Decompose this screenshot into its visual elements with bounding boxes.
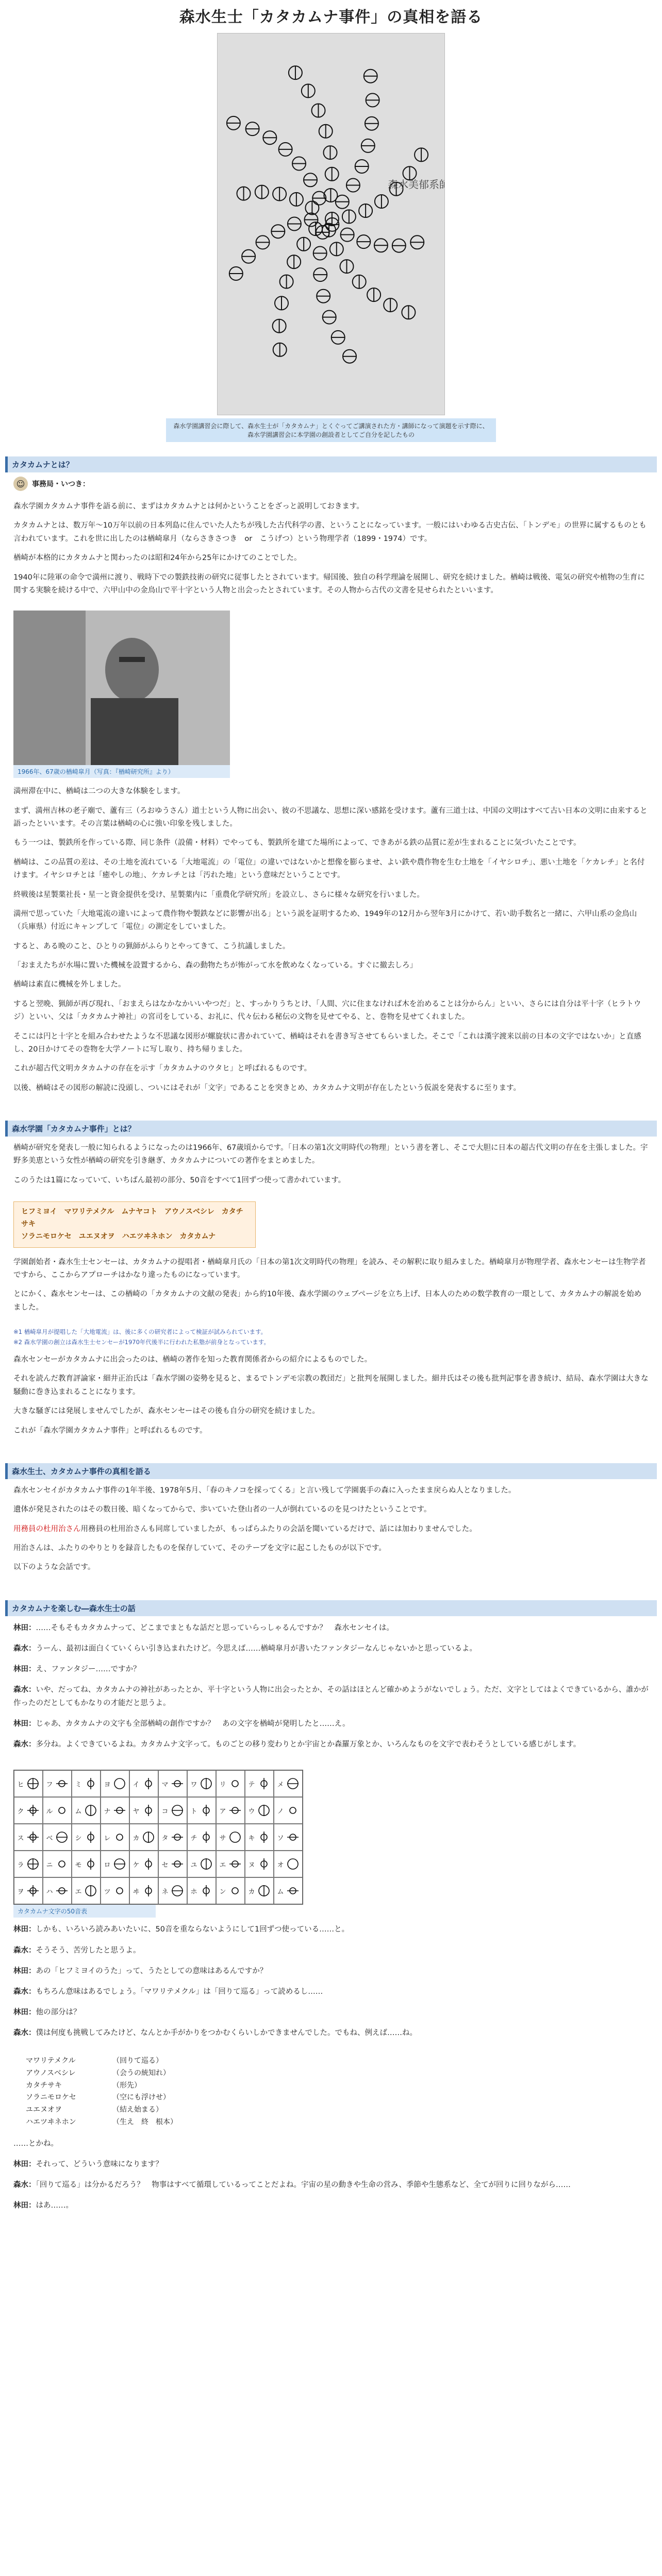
paragraph: それを読んだ教育評論家・細井正治氏は「森水学園の姿勢を見ると、まるでトンデモ宗教の教団だ」と批判を展開しました。細井氏はその後も批判記事を書き続け、結局、森水学園は大きな騒動に巻き込まれることになります。 [13, 1375, 649, 1396]
speaker: 森水： [13, 1686, 36, 1694]
katakamuna-glyph-icon [286, 1884, 300, 1897]
list-item: アウノスベシレ （会うの統知れ） [26, 2069, 170, 2077]
glyph-cell [43, 1851, 72, 1877]
katakamuna-glyph-icon [55, 1777, 69, 1790]
glyph-cell [158, 1797, 187, 1824]
paragraph: 遺体が発見されたのはその数日後、暗くなってからで、歩いていた登山者の一人が倒れているのを見つけたということです。 [13, 1505, 432, 1514]
glyph-label: ネ [161, 1888, 169, 1896]
glyph-label: ン [219, 1888, 226, 1896]
katakamuna-glyph-icon [142, 1777, 155, 1790]
paragraph: もう一つは、製鉄所を作っている際、同じ条件（設備・材料）でやっても、製鉄所を建てた場所によって、できあがる鉄の品質に差が生まれることに気づいたことです。 [13, 839, 581, 848]
section-body [5, 1479, 657, 1586]
dialog-row [13, 1985, 649, 1998]
paragraph: 森水学園カタカムナ事件を語る前に、まずはカタカムナとは何かということをざっと説明しておきます。 [13, 502, 364, 511]
dialog-row [13, 1621, 649, 1635]
glyph-label: カ [248, 1888, 255, 1896]
glyph-cell [216, 1824, 245, 1851]
speaker: 林田： [13, 2160, 36, 2168]
glyph-cell [14, 1824, 43, 1851]
utterance: うーん、最初は面白くていくらい引き込まれたけど。今思えば……楢崎皐月が書いたファンタジーなんじゃないかと思っているよ。 [36, 1644, 477, 1653]
glyph-cell [14, 1851, 43, 1877]
glyph-grid [14, 1770, 303, 1904]
glyph-label: ス [17, 1834, 24, 1842]
katakamuna-glyph-icon [55, 1804, 69, 1817]
glyph-label: メ [277, 1781, 284, 1789]
glyph-cell [216, 1877, 245, 1904]
utterance: ……とかね。 [13, 2139, 58, 2148]
katakamuna-glyph-icon [26, 1884, 40, 1897]
dialog-row [13, 1717, 649, 1731]
glyph-label: フ [46, 1781, 53, 1789]
speaker: 林田： [13, 1623, 36, 1632]
glyph-label: テ [248, 1781, 255, 1789]
katakamuna-glyph-icon [257, 1831, 271, 1844]
utterance: 他の部分は？ [36, 2008, 81, 2016]
katakamuna-glyph-icon [228, 1884, 242, 1897]
katakamuna-glyph-icon [228, 1831, 242, 1844]
glyph-label: エ [75, 1888, 82, 1896]
katakamuna-glyph-icon [200, 1777, 213, 1790]
glyph-label: ホ [190, 1888, 197, 1896]
dialog-block [5, 2132, 657, 2225]
song-box: ヒフミヨイ マワリテメクル ムナヤコト アウノスベシレ カタチサキ ソラニモロケセ ユエヌオヲ ハエツヰネホン カタカムナ [13, 1201, 256, 1247]
paragraph: 用治さんは、ふたりのやりとりを録音したものを保存していて、そのテープを文字に起こしたものが以下です。 [13, 1544, 386, 1553]
glyph-cell [245, 1851, 274, 1877]
footnote: ※2 森水学園の創立は森水生士センセーが1970年代後半に行われた私塾が前身となっています。 [13, 1338, 270, 1346]
katakamuna-glyph-icon [113, 1804, 126, 1817]
katakamuna-glyph-icon [84, 1804, 97, 1817]
glyph-cell [158, 1851, 187, 1877]
dialog-row [13, 2158, 649, 2171]
utterance: しかも、いろいろ読みあいたいに、50音を重ならないようにして1回ずつ使っている……と。 [36, 1925, 350, 1934]
section-body [5, 1348, 657, 1449]
glyph-label: チ [190, 1834, 197, 1842]
section-body [5, 1137, 657, 1198]
glyph-label: ヌ [248, 1861, 255, 1869]
section-truth [5, 1463, 657, 1586]
speaker: 森水： [13, 1740, 36, 1749]
glyph-label: ヲ [17, 1888, 24, 1896]
glyph-label: ユ [190, 1861, 197, 1869]
glyph-label: ケ [133, 1861, 140, 1869]
utterance: え、ファンタジー……ですか？ [36, 1665, 141, 1673]
glyph-cell [101, 1797, 129, 1824]
hero-label: 森水美郁系師 [388, 178, 444, 191]
glyph-table [13, 1770, 303, 1905]
glyph-cell [245, 1797, 274, 1824]
speaker: 林田： [13, 2201, 36, 2210]
katakamuna-glyph-icon [200, 1857, 213, 1871]
paragraph: 以下のような会話です。 [13, 1563, 95, 1572]
list-item: ソラニモロケセ （空にも浮けせ） [26, 2093, 170, 2102]
dialog-row [13, 2026, 649, 2040]
speaker: 森水： [13, 1987, 36, 1996]
paragraph: 楢崎が研究を発表し一般に知られるようになったのは1966年、67歳頃からです。「日本の第1次文明時代の物理」という書を著し、そこで大胆に日本の超古代文明の存在を主張しました。宇野多美恵という女性が楢崎の研究を引き継ぎ、カタカムナについての著作をまとめました。 [13, 1144, 648, 1165]
katakamuna-glyph-icon [113, 1777, 126, 1790]
katakamuna-glyph-icon [113, 1857, 126, 1871]
dialog-row [13, 2006, 649, 2019]
katakamuna-glyph-icon [228, 1804, 242, 1817]
glyph-cell [43, 1770, 72, 1797]
glyph-label: ワ [190, 1781, 197, 1789]
katakamuna-glyph-icon [286, 1831, 300, 1844]
speaker: 林田： [13, 1925, 36, 1934]
glyph-label: ム [277, 1888, 284, 1896]
author-name: 事務局・いつき： [32, 480, 90, 488]
utterance: もちろん意味はあるでしょう。「マワリテメクル」は「回りて巡る」って読めるし…… [36, 1987, 323, 1996]
paragraph: 「おまえたちが水場に置いた機械を設置するから、森の動物たちが怖がって水を飲めなくなっている。すぐに撤去しろ」 [13, 961, 417, 970]
list-item: マワリテメクル （回りて巡る） [26, 2056, 163, 2065]
glyph-cell [72, 1770, 101, 1797]
dialog-row [13, 1663, 649, 1676]
speaker: 森水： [13, 1644, 36, 1653]
dialog-row [13, 2199, 649, 2212]
katakamuna-glyph-icon [228, 1857, 242, 1871]
katakamuna-glyph-icon [171, 1831, 184, 1844]
katakamuna-glyph-icon [286, 1804, 300, 1817]
katakamuna-glyph-icon [55, 1884, 69, 1897]
glyph-cell [187, 1824, 216, 1851]
utterance: ……そもそもカタカムナって、どこまでまともな話だと思っていらっしゃるんですか？ 森水センセイは。 [36, 1623, 394, 1632]
glyph-label: カ [133, 1834, 140, 1842]
glyph-label: ラ [17, 1861, 24, 1869]
paragraph: 森水センセーがカタカムナに出会ったのは、楢崎の著作を知った教育関係者からの紹介によるものでした。 [13, 1355, 372, 1364]
glyph-label: ソ [277, 1834, 284, 1842]
katakamuna-glyph-icon [257, 1857, 271, 1871]
glyph-label: イ [133, 1781, 140, 1789]
katakamuna-glyph-icon [228, 1777, 242, 1790]
hero-caption: 森水学園講習会に際して、森水生士が「カタカムナ」とくぐってご講演された方・講師になって演題を示す際に、森水学園講習会に本学園の創設者としてご自分を記したもの [166, 418, 496, 442]
glyph-cell [158, 1770, 187, 1797]
katakamuna-glyph-icon [257, 1777, 271, 1790]
katakamuna-glyph-icon [26, 1831, 40, 1844]
dialog-row [13, 1683, 649, 1710]
speaker: 林田： [13, 1720, 36, 1728]
paragraph: 学園創始者・森水生士センセーは、カタカムナの提唱者・楢崎皐月氏の「日本の第1次文明時代の物理」を読み、その解釈に取り組みました。楢崎皐月が物理学者、森水センセーは生物学者ですから、ここからアプローチはかなり違ったものになっています。 [13, 1258, 646, 1279]
glyph-cell [245, 1877, 274, 1904]
glyph-label: ニ [46, 1861, 53, 1869]
glyph-cell [129, 1877, 158, 1904]
katakamuna-glyph-icon [142, 1857, 155, 1871]
dialog-row [13, 1642, 649, 1655]
glyph-cell [274, 1797, 303, 1824]
katakamuna-glyph-icon [171, 1884, 184, 1897]
paragraph: そこには円と十字とを組み合わせたような不思議な図形が螺旋状に書かれていて、楢崎はそれを書き写させてもらいました。そこで「これは漢字渡来以前の日本の文字ではないか」と直感し、20日かけてその巻物を大学ノートに写し取り、持ち帰りました。 [13, 1032, 641, 1054]
speaker: 森水： [13, 2180, 36, 2189]
glyph-label: ト [190, 1807, 197, 1816]
utterance: はあ……。 [36, 2201, 73, 2210]
katakamuna-glyph-icon [286, 1857, 300, 1871]
glyph-label: オ [277, 1861, 284, 1869]
glyph-label: モ [75, 1861, 82, 1869]
katakamuna-scroll-image [218, 33, 444, 415]
glyph-cell [187, 1851, 216, 1877]
glyph-cell [158, 1877, 187, 1904]
section-heading: 森水生士、カタカムナ事件の真相を語る [5, 1463, 657, 1479]
katakamuna-glyph-icon [142, 1831, 155, 1844]
glyph-label: ム [75, 1807, 82, 1816]
katakamuna-glyph-icon [171, 1804, 184, 1817]
glyph-label: ナ [104, 1807, 111, 1816]
glyph-label: ノ [277, 1807, 284, 1816]
section-body [5, 780, 657, 1106]
glyph-cell [274, 1824, 303, 1851]
speaker: 森水： [13, 2028, 36, 2037]
glyph-label: ヰ [133, 1888, 140, 1896]
footnote: ※1 楢崎皐月が提唱した「大地電流」は、後に多くの研究者によって検証が試みられています。 [13, 1328, 267, 1336]
list-item: ハエツヰネホン （生え 終 根本） [26, 2117, 177, 2126]
glyph-cell [274, 1877, 303, 1904]
glyph-label: ベ [46, 1834, 53, 1842]
glyph-label: マ [161, 1781, 169, 1789]
katakamuna-glyph-icon [257, 1884, 271, 1897]
paragraph: すると翌晩、猟師が再び現れ、「おまえらはなかなかいいやつだ」と、すっかりうちとけ、「人間、穴に住まなければ木を治めることは分からん」といい、さらには自分は平十字（ヒラトウジ）といい、父は「カタカムナ神社」の宮司をしている、お礼に、代々伝わる秘伝の文物を見せてやる、と、巻物を見せてくれました。 [13, 999, 641, 1022]
glyph-label: エ [219, 1861, 226, 1869]
katakamuna-glyph-icon [142, 1804, 155, 1817]
paragraph: 楢崎が本格的にカタカムナと関わったのは昭和24年から25年にかけてのことでした。 [13, 554, 302, 563]
page-title: 森水生士「カタカムナ事件」の真相を語る [179, 8, 483, 26]
paragraph [13, 1523, 649, 1536]
paragraph: 大きな騒ぎには発展しませんでしたが、森水センセーはその後も自分の研究を続けました。 [13, 1407, 320, 1416]
paragraph: 楢崎は素直に機械を外しました。 [13, 980, 126, 989]
glyph-label: ウ [248, 1807, 255, 1816]
glyph-label: ヤ [133, 1807, 140, 1816]
portrait-image [13, 611, 230, 765]
katakamuna-glyph-icon [26, 1804, 40, 1817]
hero-image [217, 33, 445, 415]
katakamuna-glyph-icon [26, 1857, 40, 1871]
glyph-cell [129, 1797, 158, 1824]
glyph-label: ク [17, 1807, 24, 1816]
paragraph: これが超古代文明カタカムナの存在を示す「カタカムナのウタヒ」と呼ばれるものです。 [13, 1064, 312, 1073]
glyph-label: コ [161, 1807, 169, 1816]
utterance: 多分ね。よくできているよね。カタカムナ文字って。ものごとの移り変わりとか宇宙とか森羅万象とか、いろんなものを文字で表わそうとしている感じがします。 [36, 1740, 581, 1749]
katakamuna-glyph-icon [84, 1831, 97, 1844]
speaker: 林田： [13, 1967, 36, 1975]
section-incident [5, 1121, 657, 1449]
dialog-row [13, 1964, 649, 1978]
katakamuna-glyph-icon [84, 1884, 97, 1897]
paragraph: 満州で思っていた「大地電流の違いによって農作物や製鉄などに影響が出る」という説を証明するため、1949年の12月から翌年3月にかけて、若い助手数名と一緒に、六甲山系の金鳥山（兵庫県）付近にキャンプして「電位」の測定をしていました。 [13, 909, 637, 931]
glyph-label: ヨ [104, 1781, 111, 1789]
katakamuna-glyph-icon [84, 1857, 97, 1871]
glyph-caption: カタカムナ文字の50音表 [13, 1905, 156, 1918]
highlight-name: 用務員の杜用治さん [13, 1524, 81, 1533]
dialog-block [5, 1616, 657, 1764]
katakamuna-glyph-icon [84, 1777, 97, 1790]
glyph-label: レ [104, 1834, 111, 1842]
utterance: そうそう、苦労したと思うよ。 [36, 1946, 141, 1955]
glyph-cell [14, 1877, 43, 1904]
utterance: それって、どういう意味になります？ [36, 2160, 163, 2168]
utterance: あの「ヒフミヨイのうた」って、うたとしての意味はあるんですか？ [36, 1967, 268, 1975]
section-what-is-katakamuna [5, 456, 657, 1106]
katakamuna-glyph-icon [142, 1884, 155, 1897]
paragraph: 1940年に陸軍の命令で満州に渡り、戦時下での製鉄技術の研究に従事したとされています。帰国後、独自の科学理論を展開し、研究を続けました。楢崎は戦後、電気の研究や植物の生育に関する実験を続ける中で、六甲山中の金鳥山で平十字という人物と出会ったとされています。その人物から古代の文書を見せられたといいます。 [13, 573, 645, 595]
katakamuna-glyph-icon [171, 1857, 184, 1871]
dialog-block [5, 1918, 657, 2052]
glyph-cell [245, 1770, 274, 1797]
katakamuna-glyph-icon [113, 1884, 126, 1897]
utterance: じゃあ、カタカムナの文字も全部楢崎の創作ですか？ あの文字を楢崎が発明したと……え。 [36, 1720, 350, 1728]
speaker: 森水： [13, 1946, 36, 1955]
glyph-cell [43, 1877, 72, 1904]
paragraph: すると、ある晩のこと、ひとりの猟師がふらりとやってきて、こう抗議しました。 [13, 942, 290, 951]
glyph-label: サ [219, 1834, 226, 1842]
glyph-label: セ [161, 1861, 169, 1869]
glyph-cell [43, 1797, 72, 1824]
paragraph: 満州滞在中に、楢崎は二つの大きな体験をします。 [13, 787, 185, 796]
dialog-row [13, 2137, 649, 2150]
glyph-cell [101, 1877, 129, 1904]
glyph-cell [43, 1824, 72, 1851]
glyph-cell [245, 1824, 274, 1851]
utterance: 僕は何度も挑戦してみたけど、なんとか手がかりをつかむくらいしかできませんでした。でもね、例えば……ね。 [36, 2028, 417, 2037]
glyph-label: ヒ [17, 1781, 24, 1789]
katakamuna-glyph-icon [26, 1777, 40, 1790]
paragraph: カタカムナとは、数万年〜10万年以前の日本列島に住んでいた人たちが残した古代科学の書、ということになっています。一般にはいわゆる古史古伝、「トンデモ」の世界に属するものとも言われています。これを世に出したのは楢崎皐月（ならさきさつき or こうげつ）という物理学者（1899・1974）です。 [13, 521, 647, 543]
glyph-label: ロ [104, 1861, 111, 1869]
utterance: いや、だってね、カタカムナの神社があったとか、平十字という人物に出会ったとか、その話はほとんど確かめようがないでしょう。ただ、文字としてはよくできているから、誰かが作ったのだとしてもかなりの才能だと思うよ。 [13, 1686, 649, 1708]
glyph-label: シ [75, 1834, 82, 1842]
glyph-cell [129, 1851, 158, 1877]
katakamuna-glyph-icon [200, 1884, 213, 1897]
dialog-row [13, 1944, 649, 1957]
katakamuna-glyph-icon [55, 1857, 69, 1871]
glyph-label: キ [248, 1834, 255, 1842]
paragraph: 楢崎は、この品質の差は、その土地を流れている「大地電流」の「電位」の違いではないかと想像を膨らませ、よい鉄や農作物を生む土地を「イヤシロチ」、悪い土地を「ケカレチ」と名付けます。イヤシロチとは「癒やしの地」、ケカレチとは「汚れた地」という意味だということです。 [13, 858, 645, 880]
paragraph: 以後、楢崎はその図形の解読に没頭し、ついにはそれが「文字」であることを突きとめ、カタカムナ文明が存在したという仮説を発表するに至ります。 [13, 1083, 521, 1092]
paragraph: 終戦後は星製薬社長・星一と資金提供を受け、星製薬内に「重農化学研究所」を設立し、さらに様々な研究を行いました。 [13, 890, 424, 899]
glyph-cell [187, 1797, 216, 1824]
glyph-cell [14, 1797, 43, 1824]
glyph-label: リ [219, 1781, 226, 1789]
avatar-icon: ☺ [13, 477, 28, 491]
list-item: ユエヌオヲ （結え始まる） [26, 2106, 163, 2114]
speaker: 林田： [13, 1665, 36, 1673]
glyph-cell [216, 1851, 245, 1877]
section-body [5, 495, 657, 608]
glyph-cell [72, 1851, 101, 1877]
speaker: 林田： [13, 2008, 36, 2016]
glyph-cell [72, 1824, 101, 1851]
glyph-cell [274, 1770, 303, 1797]
glyph-cell [14, 1770, 43, 1797]
section-heading: 森水学園「カタカムナ事件」とは？ [5, 1121, 657, 1137]
glyph-cell [158, 1824, 187, 1851]
glyph-label: タ [161, 1834, 169, 1842]
glyph-label: ア [219, 1807, 226, 1816]
katakamuna-glyph-icon [200, 1831, 213, 1844]
paragraph: まず、満州吉林の老子廟で、蘆有三（ろおゆうさん）道士という人物に出会い、彼の不思議な、思想に深い感銘を受けます。蘆有三道士は、中国の文明はすべて古い日本の文明に由来すると語ったといいます。その言葉は楢崎の心に強い印象を残しました。 [13, 806, 648, 828]
glyph-cell [129, 1824, 158, 1851]
glyph-cell [72, 1797, 101, 1824]
glyph-label: ツ [104, 1888, 111, 1896]
paragraph: これが「森水学園カタカムナ事件」と呼ばれるものです。 [13, 1426, 207, 1435]
section-dialog [5, 1600, 657, 2225]
glyph-label: ル [46, 1807, 53, 1816]
glyph-cell [187, 1877, 216, 1904]
glyph-cell [101, 1824, 129, 1851]
katakamuna-glyph-icon [171, 1777, 184, 1790]
katakamuna-glyph-icon [55, 1831, 69, 1844]
glyph-cell [187, 1770, 216, 1797]
glyph-cell [216, 1770, 245, 1797]
glyph-cell [216, 1797, 245, 1824]
glyph-cell [101, 1851, 129, 1877]
dialog-row [13, 2178, 649, 2192]
katakamuna-glyph-icon [113, 1831, 126, 1844]
translation-list [26, 2055, 649, 2129]
glyph-cell [72, 1877, 101, 1904]
photo-caption: 1966年、67歳の楢崎皐月（写真：『楢崎研究所』より） [13, 765, 230, 778]
dialog-row [13, 1923, 649, 1936]
utterance: 「回りて巡る」は分かるだろう？ 物事はすべて循環しているってことだよね。宇宙の星の動きや生命の営み、季節や生態系など、全てが回りに回りながら…… [36, 2180, 571, 2189]
paragraph: とにかく、森水センセーは、この楢崎の「カタカムナの文献の発表」から約10年後、森水学園のウェブページを立ち上げ、日本人のための数学教育の一環として、カタカムナの解説を始めました。 [13, 1290, 642, 1312]
glyph-cell [274, 1851, 303, 1877]
katakamuna-glyph-icon [257, 1804, 271, 1817]
list-item: カタチサキ （形先） [26, 2081, 141, 2090]
glyph-cell [101, 1770, 129, 1797]
katakamuna-glyph-icon [286, 1777, 300, 1790]
section-heading: カタカムナを楽しむ―森水生士の話 [5, 1600, 657, 1616]
glyph-label: ミ [75, 1781, 82, 1789]
katakamuna-glyph-icon [200, 1804, 213, 1817]
glyph-cell [129, 1770, 158, 1797]
paragraph: このうたは1篇になっていて、いちばん最初の部分、50音をすべて1回ずつ使って書かれています。 [13, 1176, 346, 1184]
paragraph: 森水センセイがカタカムナ事件の1年半後、1978年5月、「春のキノコを採ってくる」と言い残して学園裏手の森に入ったまま戻らぬ人となりました。 [13, 1486, 516, 1495]
dialog-row [13, 1738, 649, 1751]
author-line [13, 477, 649, 491]
section-heading: カタカムナとは？ [5, 456, 657, 472]
section-body [5, 1251, 657, 1326]
glyph-label: ハ [46, 1888, 53, 1896]
portrait-photo [13, 611, 230, 778]
paragraph-text: 用務員の杜用治さんも同席していましたが、もっぱらふたりの会話を聞いているだけで、話には加わりませんでした。 [80, 1524, 477, 1533]
